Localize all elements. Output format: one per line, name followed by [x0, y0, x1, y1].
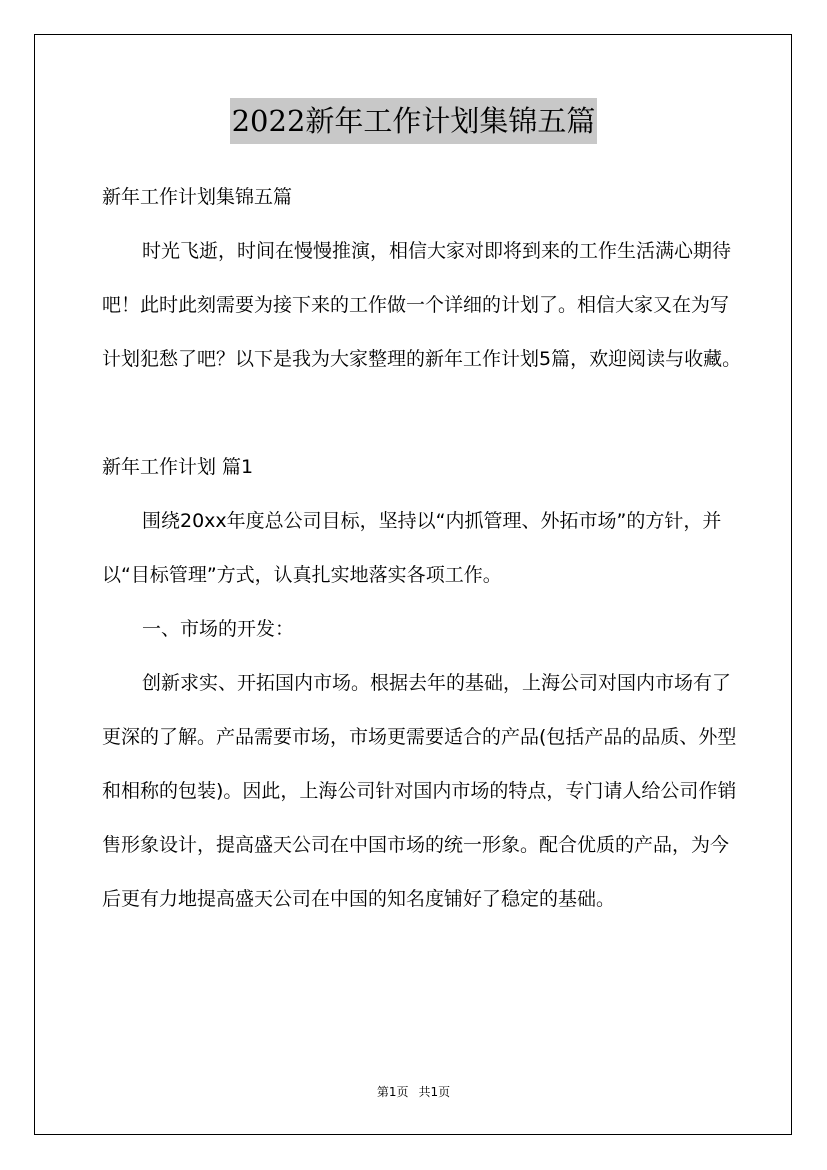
paragraph-gap: [102, 386, 742, 440]
title-container: [0, 98, 827, 144]
document-title: 2022新年工作计划集锦五篇: [230, 98, 598, 144]
document-subtitle: 新年工作计划集锦五篇: [102, 186, 293, 208]
body-paragraph-2: 创新求实、开拓国内市场。根据去年的基础，上海公司对国内市场有了更深的了解。产品需要市场，市场更需要适合的产品(包括产品的品质、外型和相称的包装)。因此，上海公司针对国内市场的特点，专门请人给公司作销售形象设计，提高盛天公司在中国市场的统一形象。配合优质的产品，为今后更有力地提高盛天公司在中国的知名度铺好了稳定的基础。: [102, 672, 737, 910]
page-number: 第1页: [376, 1085, 409, 1099]
intro-paragraph: 时光飞逝，时间在慢慢推演，相信大家对即将到来的工作生活满心期待吧！此时此刻需要为接下来的工作做一个详细的计划了。相信大家又在为写计划犯愁了吧？以下是我为大家整理的新年工作计划5篇，欢迎阅读与收藏。: [102, 240, 742, 370]
body-paragraph-1: 围绕20xx年度总公司目标，坚持以“内抓管理、外拓市场”的方针，并以“目标管理”方式，认真扎实地落实各项工作。: [102, 510, 722, 586]
document-body: [102, 170, 742, 926]
section-heading: 新年工作计划 篇1: [102, 456, 254, 478]
page-total: 共1页: [418, 1085, 451, 1099]
sub-heading: 一、市场的开发：: [142, 618, 295, 640]
page-footer: [0, 1083, 827, 1100]
